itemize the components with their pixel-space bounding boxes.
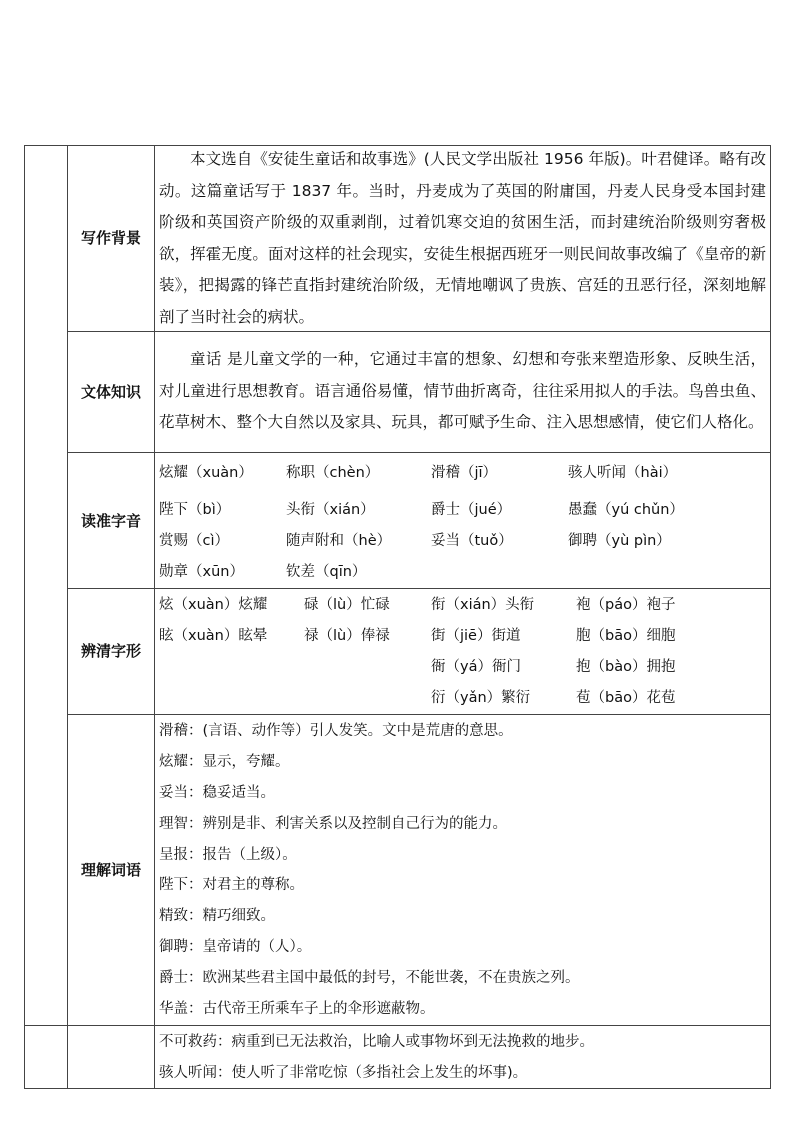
row-label-vocab: 理解词语 [80, 861, 141, 879]
table-column-divider-2 [154, 145, 155, 1089]
pronunciation-item: 陛下（bì） [159, 502, 231, 518]
table-border-bottom [24, 1088, 771, 1089]
character-item: 衙（yá）衙门 [431, 659, 521, 675]
definition-item: 炫耀：显示，夸耀。 [159, 754, 290, 770]
pronunciation-item: 御聘（yù pìn） [568, 533, 671, 549]
character-item: 抱（bào）拥抱 [576, 659, 676, 675]
table-border-left [24, 145, 25, 1089]
character-item: 袍（páo）袍子 [576, 597, 676, 613]
row-divider [67, 588, 771, 589]
row-label-background: 写作背景 [80, 229, 141, 247]
definition-item: 骇人听闻：使人听了非常吃惊（多指社会上发生的坏事)。 [159, 1065, 528, 1081]
pronunciation-item: 随声附和（hè） [286, 533, 392, 549]
pronunciation-item: 滑稽（jī） [431, 465, 498, 481]
table-column-divider-1 [67, 145, 68, 1089]
vocabulary-table [24, 145, 771, 1089]
page-break-line [24, 1025, 771, 1026]
table-border-right [770, 145, 771, 1089]
definition-item: 爵士：欧洲某些君主国中最低的封号，不能世袭，不在贵族之列。 [159, 970, 580, 986]
row-divider [67, 452, 771, 453]
definition-item: 华盖：古代帝王所乘车子上的伞形遮蔽物。 [159, 1001, 435, 1017]
genre-paragraph: 童话 是儿童文学的一种，它通过丰富的想象、幻想和夸张来塑造形象、反映生活，对儿童进行思想教育。语言通俗易懂，情节曲折离奇，往往采用拟人的手法。鸟兽虫鱼、花草树木、整个大自然以及家具、玩具，都可赋予生命、注入思想感情，使它们人格化。 [159, 350, 766, 431]
character-item: 胞（bāo）细胞 [576, 628, 676, 644]
background-paragraph: 本文选自《安徒生童话和故事选》(人民文学出版社 1956 年版)。叶君健译。略有改动。这篇童话写于 1837 年。当时，丹麦成为了英国的附庸国，丹麦人民身受本国封建阶级和英国资产阶级的双重剥削，过着饥寒交迫的贫困生活，而封建统治阶级则穷奢极欲，挥霍无度。面对这样的社会现实，安徒生根据西班牙一则民间故事改编了《皇帝的新装》，把揭露的锋芒直指封建统治阶级，无情地嘲讽了贵族、宫廷的丑恶行径，深刻地解剖了当时社会的病状。 [159, 150, 766, 326]
definition-item: 精致：精巧细致。 [159, 908, 275, 924]
definition-item: 不可救药：病重到已无法救治，比喻人或事物坏到无法挽救的地步。 [159, 1034, 594, 1050]
definition-item: 理智：辨别是非、利害关系以及控制自己行为的能力。 [159, 816, 507, 832]
row-label-distinguish: 辨清字形 [80, 642, 141, 660]
pronunciation-item: 赏赐（cì） [159, 533, 230, 549]
definition-item: 御聘：皇帝请的（人）。 [159, 939, 312, 955]
character-item: 眩（xuàn）眩晕 [159, 628, 268, 644]
character-item: 禄（lù）俸禄 [304, 628, 390, 644]
character-item: 衔（xián）头衔 [431, 597, 535, 613]
row-label-pronunciation: 读准字音 [80, 512, 141, 530]
character-item: 炫（xuàn）炫耀 [159, 597, 268, 613]
definition-item: 呈报：报告（上级）。 [159, 847, 297, 863]
pronunciation-item: 愚蠢（yú chǔn） [568, 502, 684, 518]
pronunciation-item: 炫耀（xuàn） [159, 465, 253, 481]
pronunciation-item: 称职（chèn） [286, 465, 380, 481]
pronunciation-item: 钦差（qīn） [286, 564, 367, 580]
pronunciation-item: 爵士（jué） [431, 502, 512, 518]
row-label-genre: 文体知识 [80, 383, 141, 401]
pronunciation-item: 妥当（tuǒ） [431, 533, 513, 549]
pronunciation-item: 骇人听闻（hài） [568, 465, 678, 481]
character-item: 街（jiē）街道 [431, 628, 521, 644]
character-item: 衍（yǎn）繁衍 [431, 690, 531, 706]
character-item: 碌（lù）忙碌 [304, 597, 390, 613]
definition-item: 滑稽：(言语、动作等）引人发笑。文中是荒唐的意思。 [159, 723, 513, 739]
pronunciation-item: 头衔（xián） [286, 502, 375, 518]
pronunciation-item: 勋章（xūn） [159, 564, 244, 580]
character-item: 苞（bāo）花苞 [576, 690, 676, 706]
row-divider [67, 714, 771, 715]
definition-item: 陛下：对君主的尊称。 [159, 877, 304, 893]
definition-item: 妥当：稳妥适当。 [159, 785, 275, 801]
